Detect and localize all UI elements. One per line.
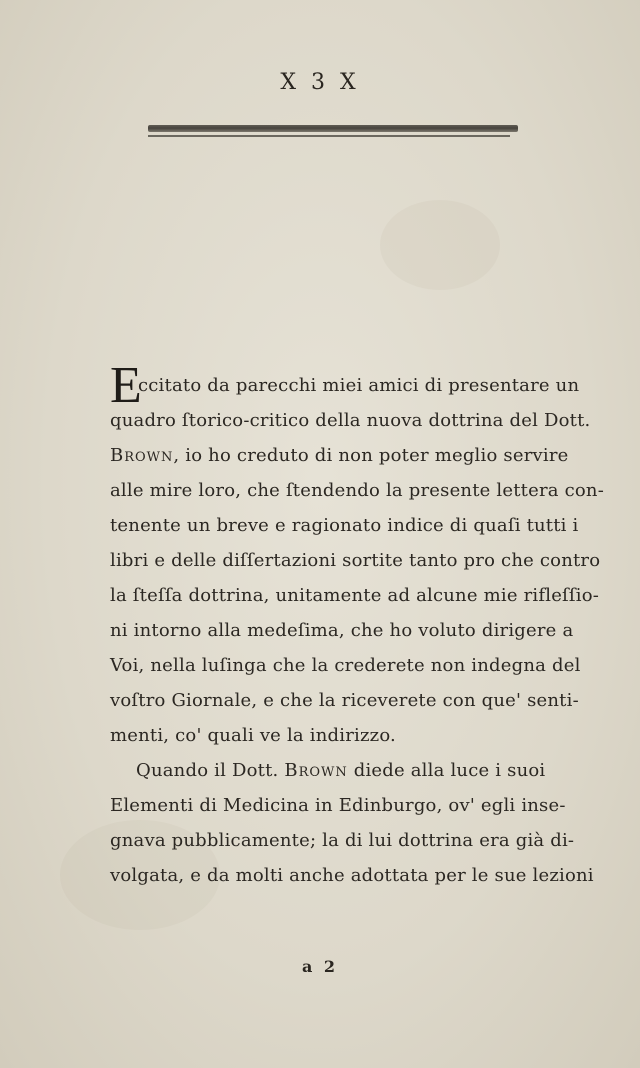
text-line: Voi, nella luſinga che la crederete non indegna del xyxy=(110,655,581,676)
drop-cap: E xyxy=(110,357,142,414)
body-text xyxy=(110,357,604,893)
page-number-header: X 3 X xyxy=(280,70,360,95)
signature-mark: a 2 xyxy=(301,957,339,976)
text-line: quadro ſtorico-critico della nuova dottrina del Dott. xyxy=(110,410,591,431)
text-line: menti, co' quali ve la indirizzo. xyxy=(110,725,396,746)
text-fragment: Quando il Dott. xyxy=(136,760,279,781)
text-line: alle mire loro, che ſtendendo la presente lettera con- xyxy=(110,480,604,501)
ornamental-rule-thin xyxy=(148,135,510,137)
text-line: gnava pubblicamente; la di lui dottrina era già di- xyxy=(110,830,575,851)
author-name: Brown xyxy=(284,760,348,781)
paper-stain xyxy=(380,200,500,290)
author-name: Brown xyxy=(110,445,174,466)
paragraph-indent-line xyxy=(110,753,546,788)
text-line: ni intorno alla medeſima, che ho voluto dirigere a xyxy=(110,620,574,641)
text-line: voſtro Giornale, e che la riceverete con que' senti- xyxy=(110,690,579,711)
text-line: la ſteſſa dottrina, unitamente ad alcune mie rifleſſio- xyxy=(110,585,600,606)
text-line: Brown, io ho creduto di non poter meglio servire xyxy=(110,445,569,466)
text-line: libri e delle diſſertazioni sortite tanto pro che contro xyxy=(110,550,601,571)
text-line: Elementi di Medicina in Edinburgo, ov' egli inse- xyxy=(110,795,566,816)
text-line xyxy=(110,357,580,414)
ornamental-rule xyxy=(148,125,518,132)
text-fragment: diede alla luce i suoi xyxy=(353,760,546,781)
text-line xyxy=(110,753,546,788)
text-line: volgata, e da molti anche adottata per le sue lezioni xyxy=(110,865,594,886)
text-line: tenente un breve e ragionato indice di quaſi tutti i xyxy=(110,515,579,536)
text-line-content: ccitato da parecchi miei amici di presentare un xyxy=(138,375,580,396)
